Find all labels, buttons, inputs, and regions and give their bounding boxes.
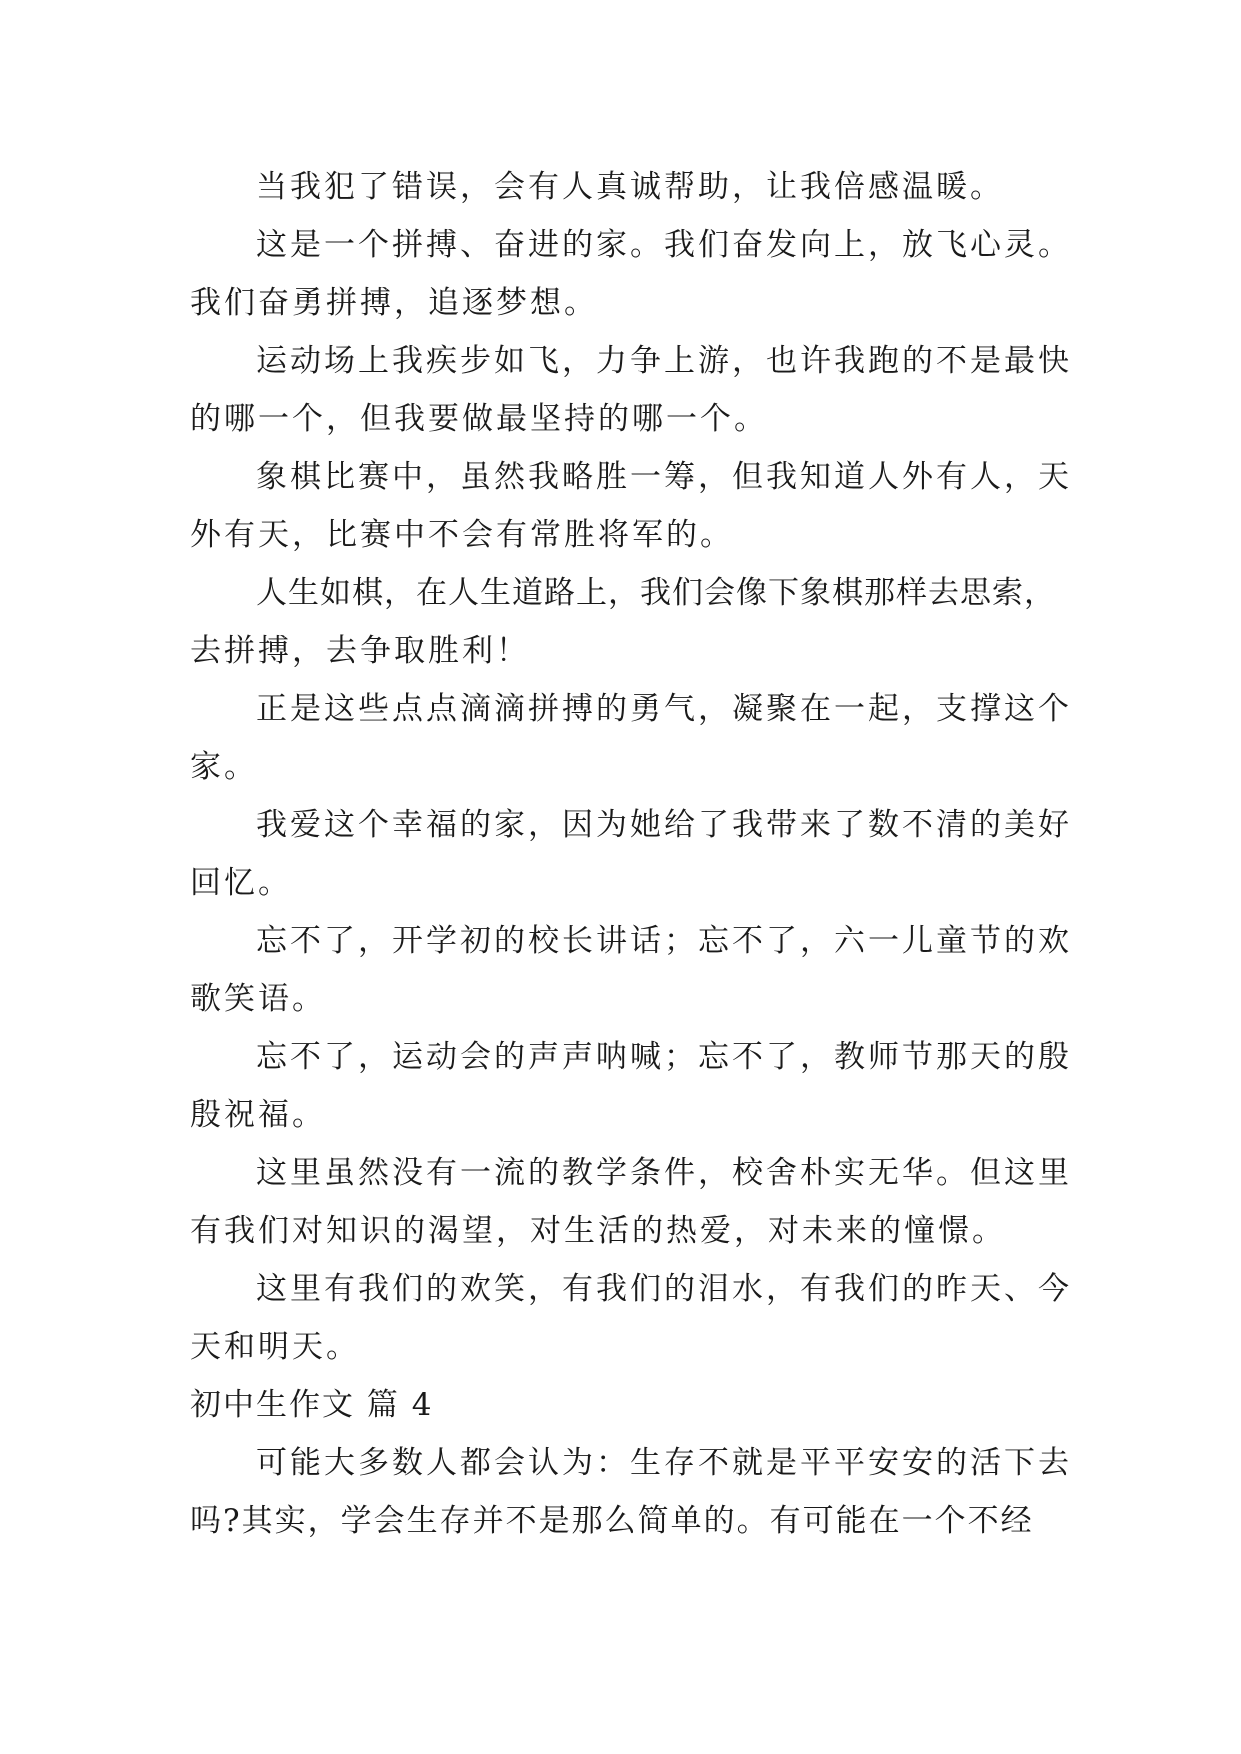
paragraph-line: 可能大多数人都会认为：生存不就是平平安安的活下去 (256, 1445, 1072, 1481)
paragraph-line: 吗?其实，学会生存并不是那么简单的。有可能在一个不经 (190, 1503, 1034, 1539)
paragraph-line: 我们奋勇拼搏，追逐梦想。 (190, 285, 598, 321)
paragraph-line: 殷祝福。 (190, 1097, 326, 1133)
paragraph-line: 的哪一个，但我要做最坚持的哪一个。 (190, 401, 768, 437)
paragraph-line: 家。 (190, 749, 258, 785)
paragraph-line: 象棋比赛中，虽然我略胜一筹，但我知道人外有人，天 (256, 459, 1072, 495)
paragraph-line: 天和明天。 (190, 1329, 360, 1365)
paragraph-line: 回忆。 (190, 865, 292, 901)
paragraph-line: 有我们对知识的渴望，对生活的热爱，对未来的憧憬。 (190, 1213, 1006, 1249)
paragraph-line: 外有天，比赛中不会有常胜将军的。 (190, 517, 734, 553)
paragraph-line: 正是这些点点滴滴拼搏的勇气，凝聚在一起，支撑这个 (256, 691, 1072, 727)
paragraph-line: 人生如棋，在人生道路上，我们会像下象棋那样去思索， (256, 575, 1056, 611)
paragraph-line: 歌笑语。 (190, 981, 326, 1017)
paragraph-line: 当我犯了错误，会有人真诚帮助，让我倍感温暖。 (256, 169, 1004, 205)
paragraph-line: 去拼搏，去争取胜利！ (190, 633, 530, 669)
paragraph-line: 这是一个拼搏、奋进的家。我们奋发向上，放飞心灵。 (256, 227, 1072, 263)
section-heading: 初中生作文 篇 4 (190, 1387, 434, 1423)
paragraph-line: 这里虽然没有一流的教学条件，校舍朴实无华。但这里 (256, 1155, 1072, 1191)
paragraph-line: 忘不了，开学初的校长讲话；忘不了，六一儿童节的欢 (256, 923, 1072, 959)
paragraph-line: 运动场上我疾步如飞，力争上游，也许我跑的不是最快 (256, 343, 1072, 379)
paragraph-line: 我爱这个幸福的家，因为她给了我带来了数不清的美好 (256, 807, 1072, 843)
paragraph-line: 忘不了，运动会的声声呐喊；忘不了，教师节那天的殷 (256, 1039, 1072, 1075)
paragraph-line: 这里有我们的欢笑，有我们的泪水，有我们的昨天、今 (256, 1271, 1072, 1307)
